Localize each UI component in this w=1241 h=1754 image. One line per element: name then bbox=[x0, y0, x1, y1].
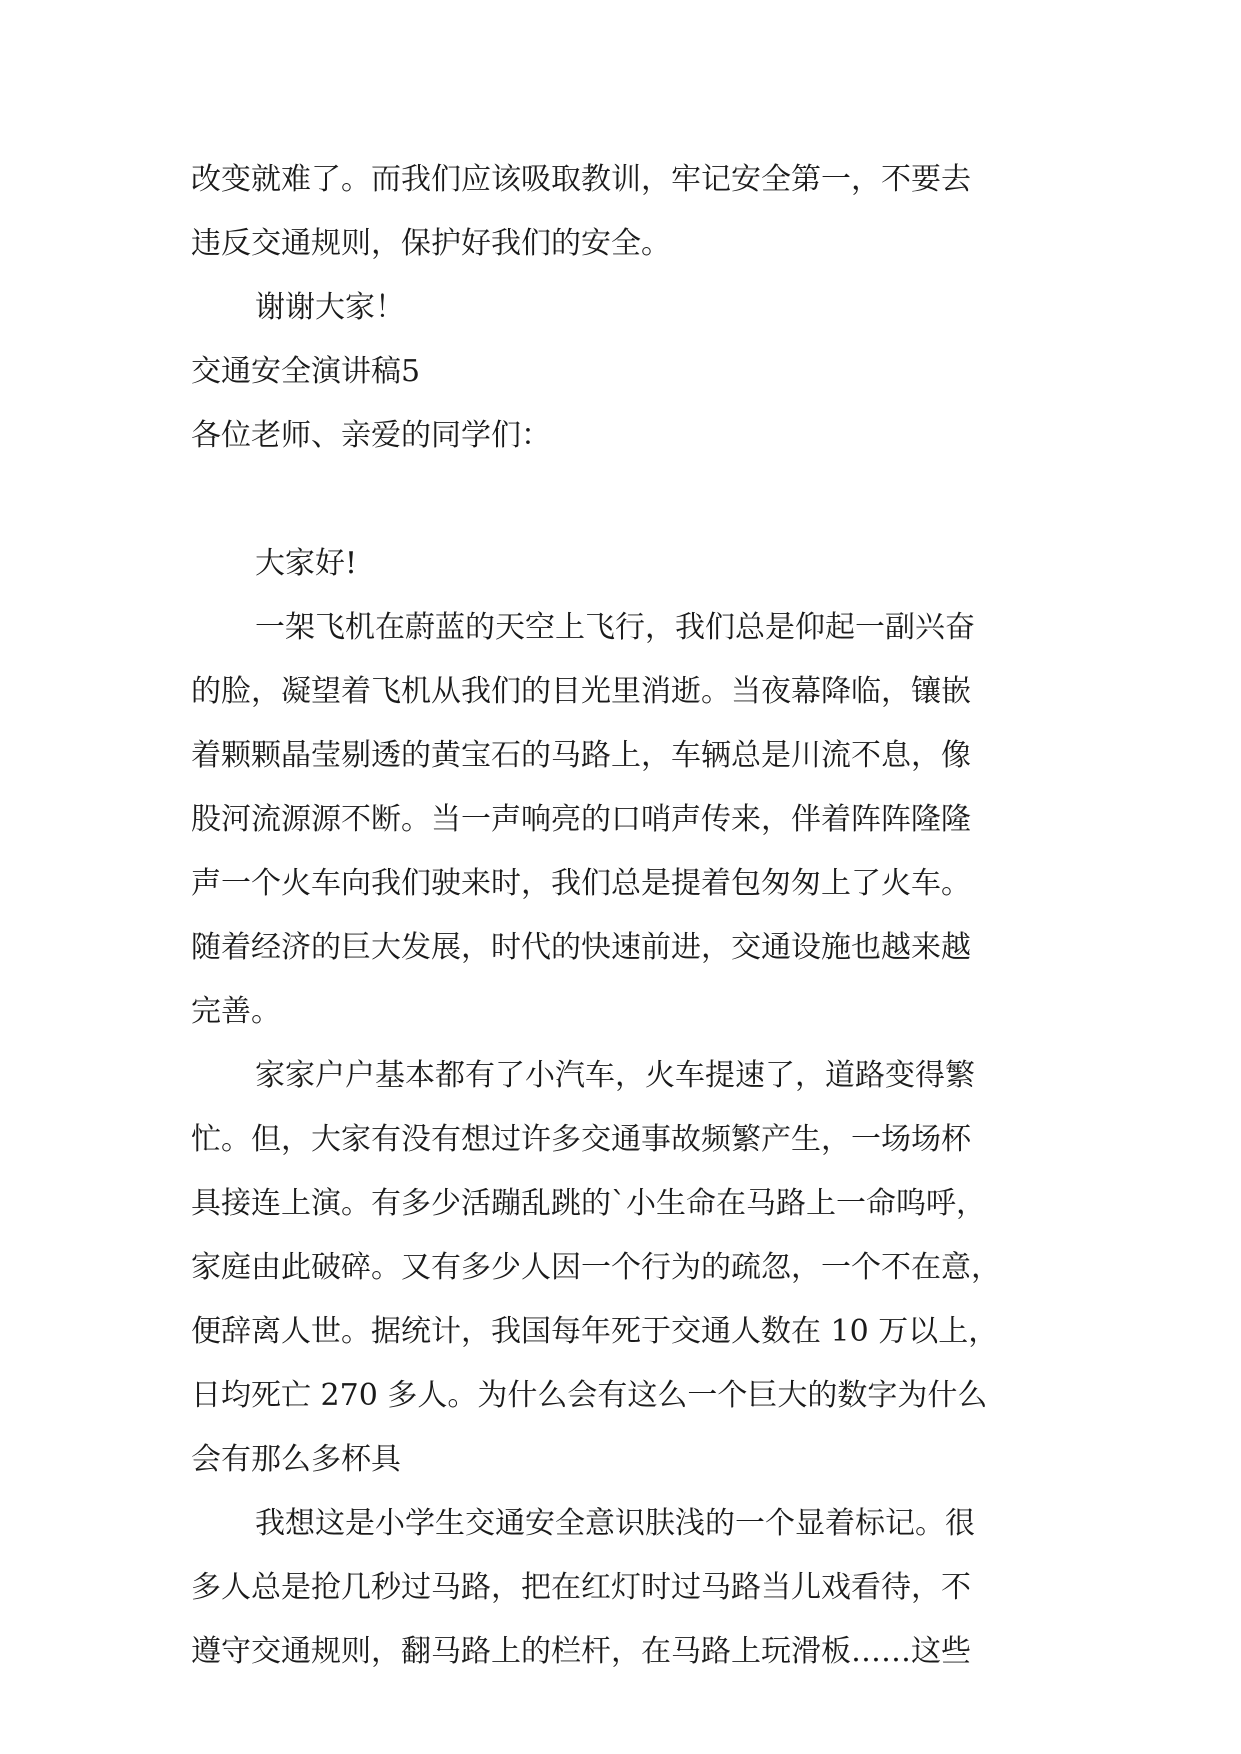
body-line: 忙。但，大家有没有想过许多交通事故频繁产生，一场场杯 bbox=[191, 1122, 971, 1157]
body-line: 着颗颗晶莹剔透的黄宝石的马路上，车辆总是川流不息，像 bbox=[191, 738, 971, 773]
closing-thanks: 谢谢大家！ bbox=[255, 290, 405, 325]
document-body bbox=[191, 148, 1071, 1684]
body-line: 家家户户基本都有了小汽车，火车提速了，道路变得繁 bbox=[255, 1058, 975, 1093]
body-line: 家庭由此破碎。又有多少人因一个行为的疏忽，一个不在意， bbox=[191, 1250, 1001, 1285]
body-line: 我想这是小学生交通安全意识肤浅的一个显着标记。很 bbox=[255, 1506, 975, 1541]
body-line: 随着经济的巨大发展，时代的快速前进，交通设施也越来越 bbox=[191, 930, 971, 965]
blank-line bbox=[191, 468, 1071, 532]
body-line: 声一个火车向我们驶来时，我们总是提着包匆匆上了火车。 bbox=[191, 866, 971, 901]
section-title: 交通安全演讲稿5 bbox=[191, 354, 421, 389]
greeting: 大家好! bbox=[255, 546, 358, 581]
body-line: 会有那么多杯具 bbox=[191, 1442, 401, 1477]
body-line: 遵守交通规则，翻马路上的栏杆，在马路上玩滑板……这些 bbox=[191, 1634, 971, 1669]
body-line: 完善。 bbox=[191, 994, 281, 1029]
body-line: 具接连上演。有多少活蹦乱跳的`小生命在马路上一命呜呼， bbox=[191, 1186, 986, 1221]
body-line: 改变就难了。而我们应该吸取教训，牢记安全第一，不要去 bbox=[191, 162, 971, 197]
body-line: 的脸，凝望着飞机从我们的目光里消逝。当夜幕降临，镶嵌 bbox=[191, 674, 971, 709]
salutation: 各位老师、亲爱的同学们： bbox=[191, 418, 551, 453]
body-line: 一架飞机在蔚蓝的天空上飞行，我们总是仰起一副兴奋 bbox=[255, 610, 975, 645]
body-line: 日均死亡 270 多人。为什么会有这么一个巨大的数字为什么 bbox=[191, 1378, 988, 1413]
body-line: 便辞离人世。据统计，我国每年死于交通人数在 10 万以上， bbox=[191, 1314, 999, 1349]
body-line: 违反交通规则，保护好我们的安全。 bbox=[191, 226, 671, 261]
body-line: 股河流源源不断。当一声响亮的口哨声传来，伴着阵阵隆隆 bbox=[191, 802, 971, 837]
body-line: 多人总是抢几秒过马路，把在红灯时过马路当儿戏看待，不 bbox=[191, 1570, 971, 1605]
